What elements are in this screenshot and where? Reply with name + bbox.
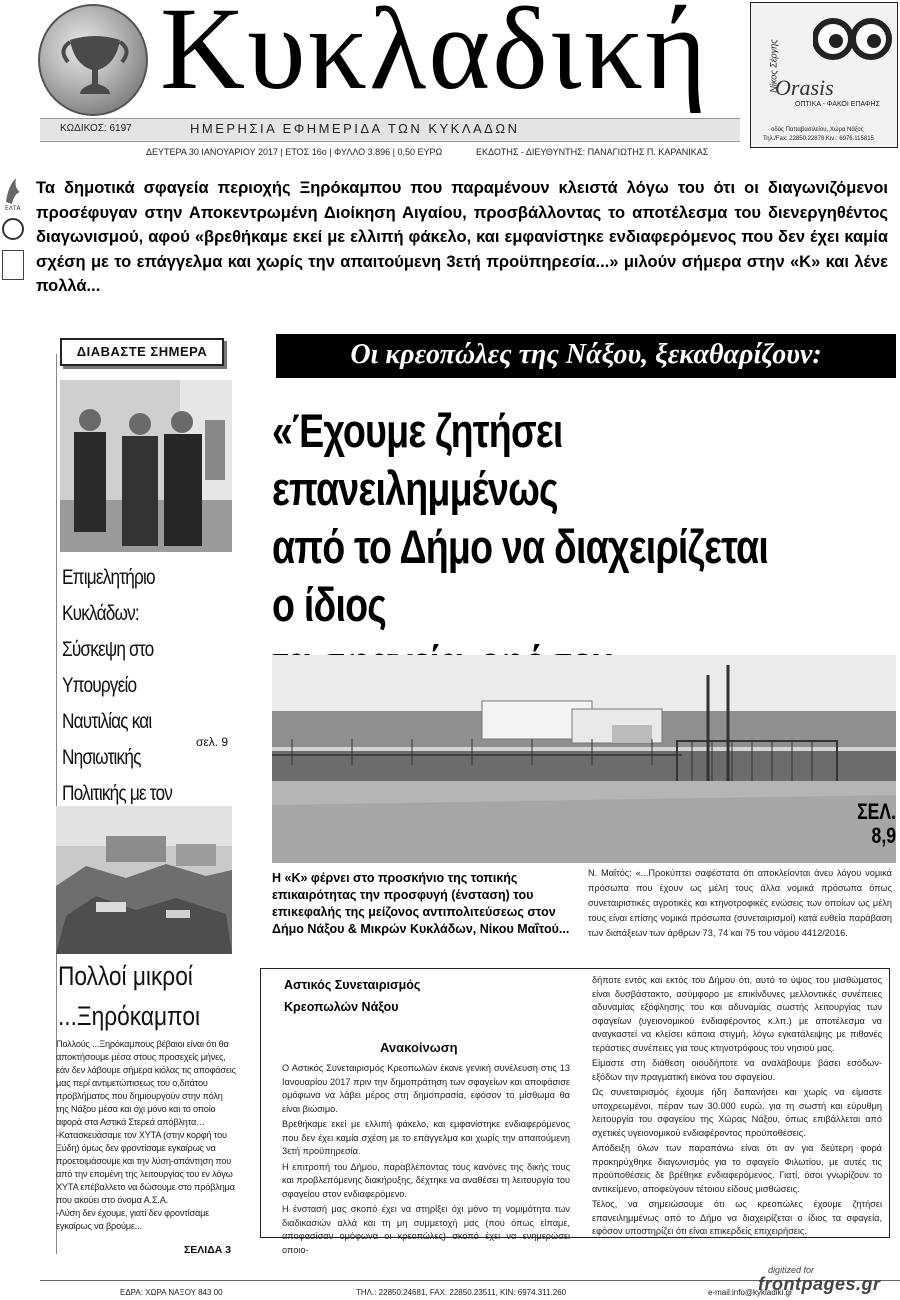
svg-text:ΕΛΤΑ: ΕΛΤΑ [5,205,21,212]
announcement-right-column [592,974,882,1241]
issue-code: ΚΩΔΙΚΟΣ: 6197 [60,123,132,134]
story-line: Ναυτιλίας και Νησιωτικής [62,710,152,769]
page-ref-8-9[interactable] [851,800,896,848]
story-landfill-body [56,1038,236,1233]
postage-stamp-icon [2,250,24,280]
page-ref-label: ΣΕΛ. [857,799,896,824]
ad-phone: Τηλ./Fax: 22850.22878 Κιν.: 6976.115815 [763,136,874,142]
body-paragraph: Είμαστε στη διάθεση οιουδήποτε να αναλάβουμε βάσει εσόδων-εξόδων την πραγματική εικόνα του σφαγείου. [592,1058,882,1082]
seal-stamp-icon [2,218,24,240]
meeting-photo[interactable] [60,380,232,552]
kicker-bar: Οι κρεοπώλες της Νάξου, ξεκαθαρίζουν: [276,334,896,378]
rubble-image [56,806,232,954]
body-paragraph: Η ένστασή μας σκοπό έχει να στηρίξει όχι μόνο τη νομιμότητα των διαδικασιών αλλά και τη μη συμμετοχή μας (που όπως είπαμε, αποφασίσαν ομόφωνα οι κρεοπώλες) σκοπό έχει να ενημερώσει οποιο- [282,1204,570,1255]
photo-caption: Η «Κ» φέρνει στο προσκήνιο της τοπικής επικαιρότητας την προσφυγή (ένσταση) του επικεφαλής της μείζονος αντιπολιτεύσεως στον Δήμο Νάξου & Μικρών Κυκλάδων, Νίκου Μαΐτού... [272,871,570,936]
maitos-quote: Ν. Μαΐτός: «...Προκύπτει σαφέστατα ότι αποκλείονται άνευ λόγου νομικά πρόσωπα που έχουν ως μέλη τους άλλα νομικά πρόσωπα όπως συνεταιριστικές αγροτικές και κτηνοτροφικές ενώσεις των οποίων ως μέλη τους είναι επίσης νομικά πρόσωπα (συνεταιρισμοί) κατά ευθεία παράβαση των διατάξεων των άρθρων 73, 74 και 75 του νόμου 4412/2016. [588,868,892,938]
newspaper-title: Κυκλαδική [160,0,709,114]
body-paragraph: Βρεθήκαμε εκεί με ελλιπή φάκελο, και εμφανίστηκε ενδιαφερόμενος που δεν έχει καμία σχέση με το επάγγελμα και χωρίς την απαιτούμενη 3ετή προϋπηρεσία. [282,1119,570,1156]
slaughterhouse-photo[interactable] [272,655,896,863]
announcement-title [284,974,564,1018]
lead-paragraph: Τα δημοτικά σφαγεία περιοχής Ξηρόκαμπου που παραμένουν κλειστά λόγω του ότι οι διαγωνιζόμενοι προσέφυγαν στην Αποκεντρωμένη Διοίκηση Αιγαίου, προσβάλλοντας το αποτέλεσμα του διενεργηθέντος διαγωνισμού, αφού «βρεθήκαμε εκεί με ελλιπή φάκελο, και εμφανίστηκε ενδιαφερόμενος που δεν έχει καμία σχέση με το επάγγελμα και χωρίς την απαιτούμενη 3ετή προϋπηρεσία...» μιλούν σήμερα στην «Κ» και λένε πολλά... [36,179,888,295]
title-line: Κρεοπωλών Νάξου [284,1000,399,1014]
story-line: Σύσκεψη στο Υπουργείο [62,638,154,697]
optics-ad[interactable] [750,2,898,148]
page-ref-number: 8,9 [871,823,896,848]
headline-line: ...Ξηρόκαμποι [58,1001,200,1031]
body-paragraph: δήποτε εντός και εκτός του Δήμου ότι, αυτό το ύψος του μισθώματος είναι δυσβάστακτο, ασύμφορο με επικίνδυνες μελλοντικές συνέπειες αδυναμίας εξόφλησης του και αδυναμίας σωστής λειτουργίας των σφαγείων (υγειονομικού ενδιαφέροντος κ.λπ.) με αποτέλεσμα να αναγκαστεί να κλείσει κάποια στιγμή, λόγω εγκατάλειψης με πιθανές τεράστιες συνέπειες για τους κτηνοτρόφους του νησιού μας. [592,975,882,1053]
ad-subtitle: ΟΠΤΙΚΑ - ΦΑΚΟΙ ΕΠΑΦΗΣ [795,101,880,108]
coin-emblem [38,4,148,116]
ad-owner-name: Νίκος Σέργης [768,39,779,93]
three-men-image [60,380,232,552]
tagline: ΗΜΕΡΗΣΙΑ ΕΦΗΜΕΡΙΔΑ ΤΩΝ ΚΥΚΛΑΔΩΝ [190,121,520,136]
footer-email[interactable]: e-mail:info@kykladiki.gr [708,1288,793,1297]
body-paragraph: -Λύση δεν έχουμε, γιατί δεν φροντίσαμε εγκαίρως να βρούμε... [56,1208,210,1231]
ad-address: οδός Παπαβασιλείου, Χώρα Νάξος [771,127,864,133]
ad-brand: Orasis [775,75,834,100]
story-landfill-headline[interactable] [58,956,226,1036]
story-line: Επιμελητήριο Κυκλάδων: [62,566,155,625]
landfill-photo[interactable] [56,806,232,954]
title-line: Αστικός Συνεταιρισμός [284,978,421,992]
publisher: ΕΚΔΟΤΗΣ - ΔΙΕΥΘΥΝΤΗΣ: ΠΑΝΑΓΙΩΤΗΣ Π. ΚΑΡΑΝΙΚΑΣ [476,147,709,157]
read-today-label: ΔΙΑΒΑΣΤΕ ΣΗΜΕΡΑ [60,338,224,366]
page-ref-3[interactable]: ΣΕΛΙΔΑ 3 [184,1244,232,1256]
body-paragraph: Η επιτροπή του Δήμου, παραβλέποντας τους κανόνες της δικής τους και προβλεπόμενης διακήρυξης, δέχτηκε να αναθέσει τη λειτουργία του σφαγείου στον ενδιαφερόμενο. [282,1161,571,1199]
digitized-label: digitized for [768,1265,815,1275]
frontpages-link[interactable]: frontpages.gr [758,1274,881,1294]
slaughterhouse-image [272,655,896,863]
headline-line: «Έχουμε ζητήσει επανειλημμένως [272,404,563,515]
eyes-icon [813,9,893,71]
dateline: ΔΕΥΤΕΡΑ 30 ΙΑΝΟΥΑΡΙΟΥ 2017 | ΕΤΟΣ 16ο | ΦΥΛΛΟ 3.896 | 0,50 ΕΥΡΩ [146,147,443,157]
page-ref-9[interactable]: σελ. 9 [196,735,229,749]
headline-line: από το Δήμο να διαχειρίζεται ο ίδιος [272,520,769,631]
krater-icon [40,6,150,118]
body-paragraph: Τέλος, να σημειώσουμε ότι ως κρεοπώλες έχουμε ζητήσει επανειλημμένως από το Δήμο να διαχειρίζεται ο ίδιος τα σφαγεία, εφόσον υποστηρίζει ότι είναι επικερδείς επιχειρήσεις. [592,1199,882,1236]
body-paragraph: -Κατασκευάσαμε τον ΧΥΤΑ (στην κορφή του Ξύδη) όμως δεν φροντίσαμε εγκαίρως να προετοιμάσουμε και την λύση-απάντηση που από την επομένη της λειτουργίας του εν λόγω ΧΥΤΑ επέβαλλετο να δώσουμε στο πρόβλημα που ακούει στο όνομα Α.Σ.Α. [56,1130,235,1205]
elta-stamp-icon [2,172,24,212]
body-paragraph: Ως συνεταιρισμός έχουμε ήδη δαπανήσει και χωρίς να είμαστε υποχρεωμένοι, πέραν των 30.000 ευρώ, για τη σωστή και εύρυθμη λειτουργία του σφαγείου της Χώρας Νάξου, όπως επιβάλλεται από σχετικές υγειονομικού ενδιαφέροντος προϋποθέσεις. [592,1087,882,1138]
body-paragraph: Ο Αστικός Συνεταιρισμός Κρεοπωλών έκανε γενική συνέλευση στις 13 Ιανουαρίου 2017 πριν την δημοπράτηση των σφαγείων και αποφάσισε ομόφωνα να λάβει μέρος στη δημοπρασία, εφόσον το μίσθωμα θα είναι βιώσιμο. [282,1063,570,1114]
footer-phones: ΤΗΛ.: 22850.24681, FAX: 22850.23511, ΚΙΝ: 6974.311.260 [356,1288,567,1297]
headline-line: Πολλοί μικροί [58,961,193,991]
announcement-left-column [282,1062,570,1259]
body-paragraph: Πολλούς ...Ξηρόκαμπους βέβαιοι είναι ότι θα αποκτήσουμε μέσα στους προσεχείς μήνες, εάν δεν λάβουμε σήμερα κιόλας τις αποφάσεις μας περί αντιμετώπισεως του ο,διτάτου προβλήματος που δημιουργούν στην πόλη της Νάξου μέσα και όχι μόνο και το οποίο αφορά στα Αστικά Στερεά απόβλητα… [56,1039,236,1127]
body-paragraph: Απόδειξη όλων των παραπάνω είναι ότι αν για δεύτερη φορά προκηρύχθηκε διαγωνισμός για το σφαγείο Φιλωτίου, με αυτές τις προϋποθέσεις δε βρέθηκε ενδιαφερόμενος. Γιατί, όσοι γνωρίζουν το αντικείμενο, αποφεύγουν τέτοιου είδους μισθώσεις. [592,1143,882,1194]
story-line: Πολιτικής με τον [62,782,173,805]
announcement-subtitle: Ανακοίνωση [380,1040,458,1055]
footer-seat: ΕΔΡΑ: ΧΩΡΑ ΝΑΞΟΥ 843 00 [120,1288,223,1297]
